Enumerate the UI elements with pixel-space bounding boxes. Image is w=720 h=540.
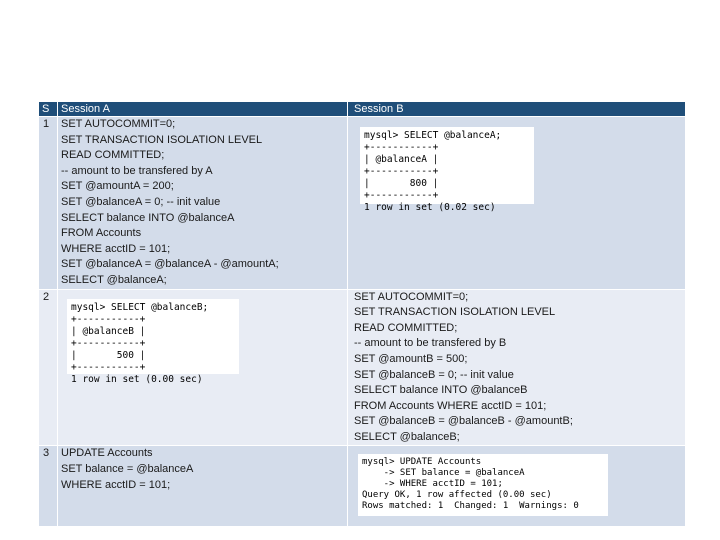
code-line: SET @amountB = 500; <box>354 352 468 365</box>
code-line: SELECT balance INTO @balanceA <box>61 211 235 224</box>
code-line: SET @balanceA = @balanceA - @amountA; <box>61 258 279 271</box>
terminal-line: | 500 | <box>71 349 146 361</box>
code-line: SET balance = @balanceA <box>61 463 194 476</box>
code-line: SET AUTOCOMMIT=0; <box>61 118 176 130</box>
mysql-terminal-screenshot <box>67 299 239 385</box>
code-line: WHERE acctID = 101; <box>61 478 171 491</box>
session-b-cell <box>348 289 686 446</box>
code-line: FROM Accounts WHERE acctID = 101; <box>354 399 547 412</box>
code-line: SELECT @balanceB; <box>354 430 460 443</box>
session-a-code <box>61 117 347 289</box>
header-session-b: Session B <box>348 102 686 117</box>
header-step: S <box>39 102 58 117</box>
terminal-line: +-----------+ <box>364 142 439 153</box>
code-line: -- amount to be transfered by A <box>61 164 213 177</box>
terminal-line: | 800 | <box>364 178 439 189</box>
code-line: SET @balanceB = 0; -- init value <box>354 368 514 381</box>
session-a-cell <box>58 446 348 527</box>
code-line: -- amount to be transfered by B <box>354 337 507 350</box>
code-line: SET @amountA = 200; <box>61 180 174 193</box>
terminal-line: 1 row in set (0.00 sec) <box>71 373 203 385</box>
header-session-a: Session A <box>58 102 348 117</box>
mysql-terminal-screenshot <box>358 454 608 516</box>
code-line: FROM Accounts <box>61 227 142 240</box>
code-line: UPDATE Accounts <box>61 447 153 460</box>
terminal-line: Rows matched: 1 Changed: 1 Warnings: 0 <box>362 501 579 512</box>
header-row <box>39 102 686 117</box>
terminal-line: +-----------+ <box>364 190 439 201</box>
terminal-line: -> WHERE acctID = 101; <box>362 479 503 490</box>
terminal-line: Query OK, 1 row affected (0.00 sec) <box>362 490 552 501</box>
session-b-code <box>354 290 685 446</box>
terminal-line: mysql> SELECT @balanceA; <box>364 130 502 141</box>
step-number: 1 <box>39 117 58 290</box>
session-b-cell <box>348 446 686 527</box>
code-line: SET @balanceB = @balanceB - @amountB; <box>354 415 573 428</box>
step-number: 2 <box>39 289 58 446</box>
terminal-line: +-----------+ <box>71 337 146 349</box>
code-line: SET @balanceA = 0; -- init value <box>61 195 221 208</box>
code-line: WHERE acctID = 101; <box>61 242 171 255</box>
code-line: SET TRANSACTION ISOLATION LEVEL <box>354 306 556 319</box>
terminal-line: | @balanceB | <box>71 325 146 337</box>
session-a-cell <box>58 289 348 446</box>
code-line: SELECT balance INTO @balanceB <box>354 384 528 397</box>
terminal-line: +-----------+ <box>364 166 439 177</box>
code-line: READ COMMITTED; <box>61 149 165 162</box>
table-row <box>39 117 686 290</box>
terminal-line: mysql> SELECT @balanceB; <box>71 301 209 313</box>
session-b-cell <box>348 117 686 290</box>
table-row <box>39 446 686 527</box>
terminal-line: | @balanceA | <box>364 154 439 165</box>
session-a-code <box>61 446 347 493</box>
code-line: SET TRANSACTION ISOLATION LEVEL <box>61 133 263 146</box>
terminal-line: mysql> UPDATE Accounts <box>362 457 482 468</box>
transaction-table <box>38 101 686 527</box>
step-number: 3 <box>39 446 58 527</box>
mysql-terminal-screenshot <box>360 127 534 213</box>
session-a-cell <box>58 117 348 290</box>
terminal-line: -> SET balance = @balanceA <box>362 468 525 479</box>
terminal-line: 1 row in set (0.02 sec) <box>364 202 496 213</box>
terminal-line: +-----------+ <box>71 361 146 373</box>
code-line: SELECT @balanceA; <box>61 273 167 286</box>
code-line: READ COMMITTED; <box>354 321 458 334</box>
table-row <box>39 289 686 446</box>
terminal-line: +-----------+ <box>71 313 146 325</box>
code-line: SET AUTOCOMMIT=0; <box>354 290 469 303</box>
